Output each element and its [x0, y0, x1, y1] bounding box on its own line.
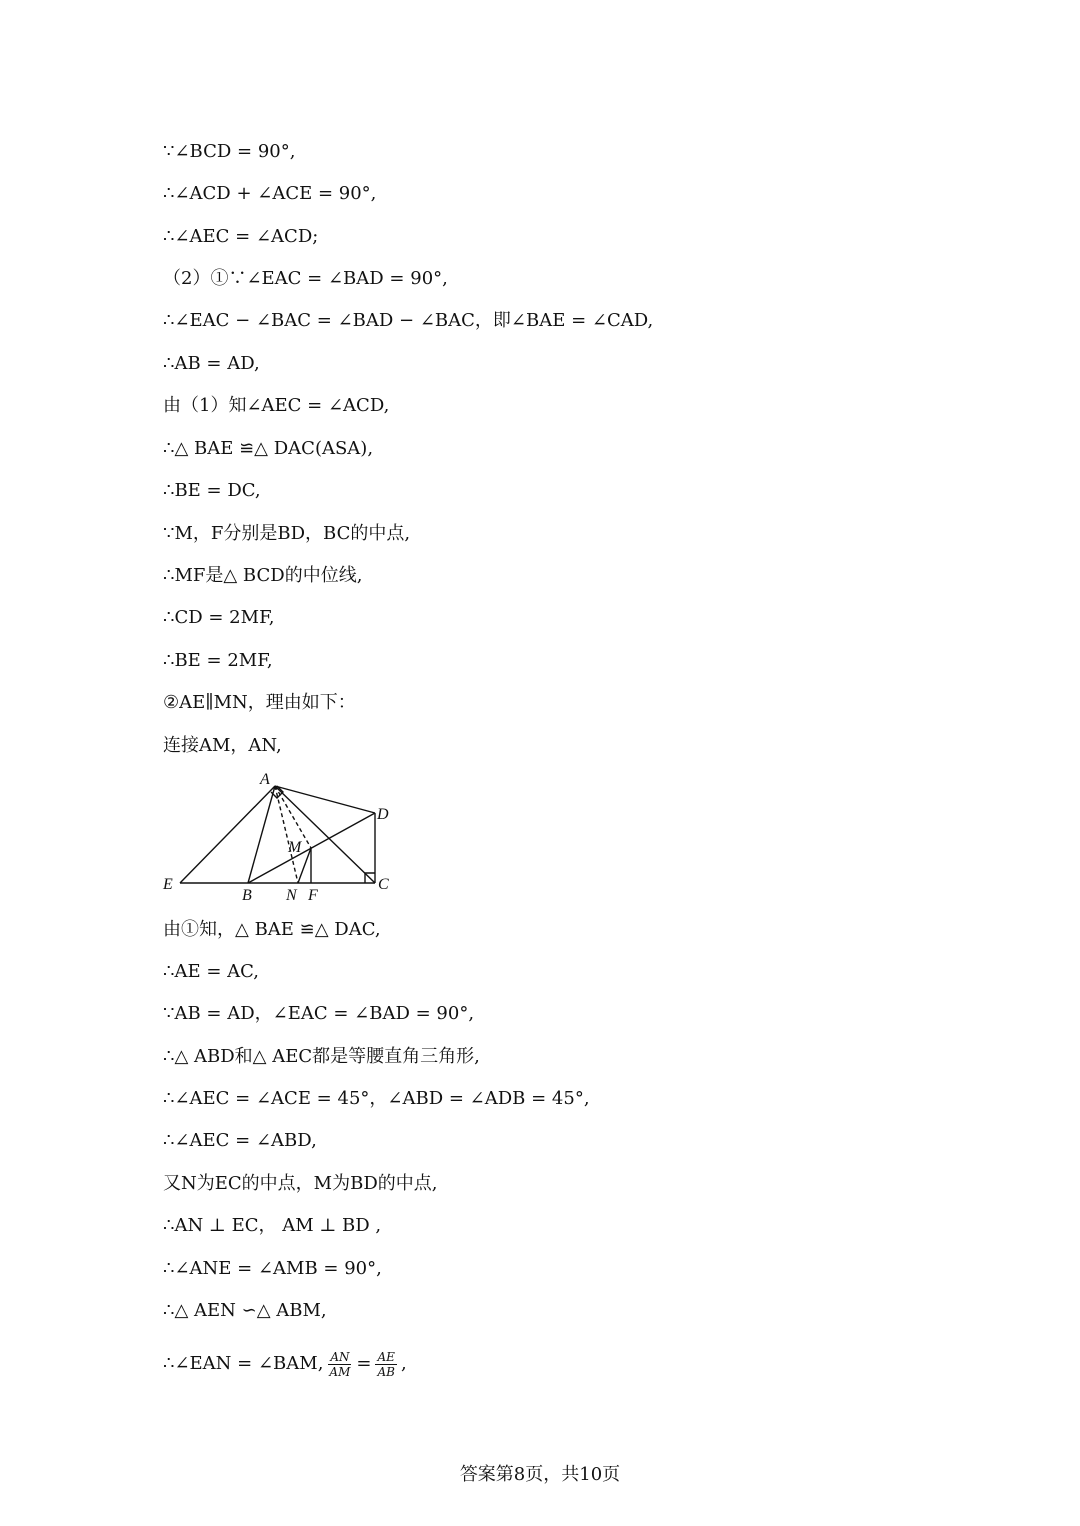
proof-line-6: ∴AB = AD, [163, 353, 260, 374]
label-E: E [163, 876, 173, 893]
fraction-numerator: AN [330, 1349, 350, 1364]
proof-line-8: ∴△ BAE ≌△ DAC(ASA), [163, 438, 374, 459]
proof-line-15: 连接AM，AN, [163, 735, 282, 756]
geometry-figure [160, 768, 400, 908]
proof-line-18: ∵AB = AD，∠EAC = ∠BAD = 90°, [163, 1003, 475, 1024]
proof-line-13: ∴BE = 2MF, [163, 650, 273, 671]
proof-line-23: ∴AN ⊥ EC， AM ⊥ BD , [163, 1215, 382, 1236]
proof-line-5: ∴∠EAC − ∠BAC = ∠BAD − ∠BAC，即∠BAE = ∠CAD, [163, 310, 654, 331]
label-A: A [260, 771, 270, 788]
proof-line-16: 由①知，△ BAE ≌△ DAC, [163, 919, 381, 940]
label-M: M [288, 839, 302, 856]
label-B: B [242, 887, 252, 904]
label-C: C [378, 876, 389, 893]
fraction-an-am [327, 1350, 352, 1379]
proof-line-21: ∴∠AEC = ∠ABD, [163, 1130, 317, 1151]
proof-line-17: ∴AE = AC, [163, 961, 259, 982]
proof-line-20: ∴∠AEC = ∠ACE = 45°，∠ABD = ∠ADB = 45°, [163, 1088, 590, 1109]
last-line-prefix: ∴∠EAN = ∠BAM, [163, 1353, 324, 1374]
proof-line-24: ∴∠ANE = ∠AMB = 90°, [163, 1258, 382, 1279]
fraction-denominator: AB [377, 1364, 395, 1379]
proof-line-7: 由（1）知∠AEC = ∠ACD, [163, 395, 390, 416]
proof-line-25: ∴△ AEN ∽△ ABM, [163, 1300, 327, 1321]
fraction-ae-ab [375, 1350, 396, 1379]
proof-line-4: （2）①∵∠EAC = ∠BAD = 90°, [163, 268, 448, 289]
last-line-suffix: , [400, 1353, 407, 1374]
proof-line-26 [163, 1346, 407, 1382]
page-footer: 答案第8页，共10页 [459, 1464, 621, 1485]
proof-line-19: ∴△ ABD和△ AEC都是等腰直角三角形, [163, 1046, 480, 1067]
proof-line-22: 又N为EC的中点，M为BD的中点, [163, 1173, 438, 1194]
label-D: D [377, 806, 389, 823]
label-N: N [286, 887, 297, 904]
fraction-numerator: AE [377, 1349, 395, 1364]
proof-line-9: ∴BE = DC, [163, 480, 261, 501]
label-F: F [308, 887, 318, 904]
proof-line-14: ②AE∥MN，理由如下： [163, 692, 356, 713]
proof-line-2: ∴∠ACD + ∠ACE = 90°, [163, 183, 377, 204]
proof-line-10: ∵M，F分别是BD，BC的中点, [163, 523, 411, 544]
fraction-denominator: AM [329, 1364, 351, 1379]
equals-sign: = [356, 1353, 372, 1374]
proof-line-3: ∴∠AEC = ∠ACD; [163, 226, 319, 247]
proof-line-12: ∴CD = 2MF, [163, 607, 275, 628]
proof-line-11: ∴MF是△ BCD的中位线, [163, 565, 363, 586]
proof-line-1: ∵∠BCD = 90°, [163, 141, 296, 162]
